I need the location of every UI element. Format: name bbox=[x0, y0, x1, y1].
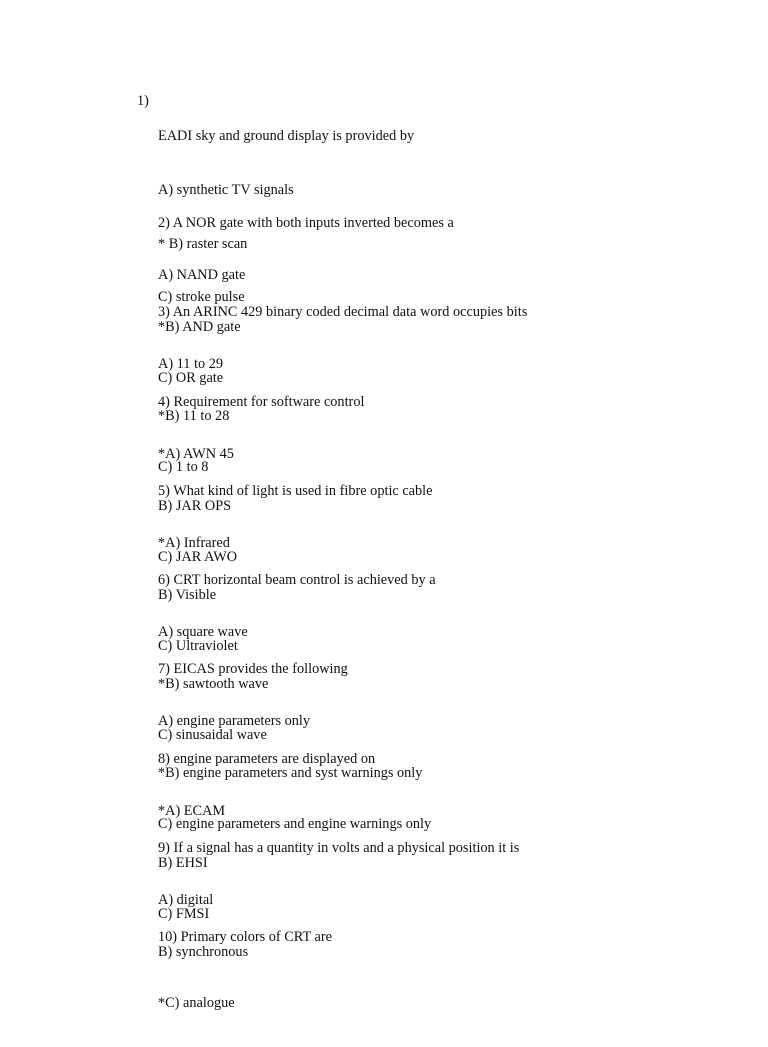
question-text: 8) engine parameters are displayed on bbox=[158, 751, 376, 767]
answer-option: C) engine parameters and engine warnings only bbox=[158, 816, 432, 833]
question-text: 5) What kind of light is used in fibre optic cable bbox=[158, 483, 433, 499]
answer-option: *C) analogue bbox=[158, 995, 235, 1012]
answer-option: B) synchronous bbox=[158, 943, 249, 960]
answer-option: A) synthetic TV signals bbox=[158, 181, 294, 198]
answer-option: C) JAR AWO bbox=[158, 549, 238, 566]
answer-option: C) FMSI bbox=[158, 906, 210, 923]
question-text: EADI sky and ground display is provided by bbox=[158, 128, 415, 144]
answer-option: B) Visible bbox=[158, 586, 217, 603]
question-text: 6) CRT horizontal beam control is achieved by a bbox=[158, 572, 436, 588]
answer-option: *B) sawtooth wave bbox=[158, 675, 269, 692]
answer-option: C) stroke pulse bbox=[158, 289, 245, 306]
answer-option: C) Ultraviolet bbox=[158, 638, 238, 655]
answer-option: A) engine parameters only bbox=[158, 712, 311, 729]
answer-option: *B) engine parameters and syst warnings only bbox=[158, 764, 423, 781]
answer-option: *A) Infrared bbox=[158, 534, 230, 551]
answer-option: C) 1 to 8 bbox=[158, 459, 209, 476]
question-text: 3) An ARINC 429 binary coded decimal data word occupies bits bbox=[158, 304, 528, 320]
answer-option: C) sinusaidal wave bbox=[158, 727, 267, 744]
answer-option: B) JAR OPS bbox=[158, 497, 232, 514]
question-text: 7) EICAS provides the following bbox=[158, 661, 348, 677]
question-1-number: 1) bbox=[137, 93, 149, 109]
answer-option: B) EHSI bbox=[158, 854, 208, 871]
answer-option: A) 11 to 29 bbox=[158, 355, 223, 372]
answer-option: *B) AND gate bbox=[158, 318, 241, 335]
answer-option: *B) 11 to 28 bbox=[158, 407, 230, 424]
question-10 bbox=[158, 895, 332, 981]
answer-option: A) digital bbox=[158, 891, 214, 908]
answer-option: * B) raster scan bbox=[158, 235, 248, 252]
answer-option: A) square wave bbox=[158, 623, 248, 640]
answer-option: C) OR gate bbox=[158, 370, 224, 387]
answer-option: A) NAND gate bbox=[158, 266, 246, 283]
question-text: 4) Requirement for software control bbox=[158, 394, 365, 410]
answer-option: *A) AWN 45 bbox=[158, 445, 234, 462]
answer-option: *A) ECAM bbox=[158, 802, 226, 819]
question-text: 2) A NOR gate with both inputs inverted becomes a bbox=[158, 215, 454, 231]
question-text: 10) Primary colors of CRT are bbox=[158, 929, 332, 945]
question-text: 9) If a signal has a quantity in volts and a physical position it is bbox=[158, 840, 520, 856]
